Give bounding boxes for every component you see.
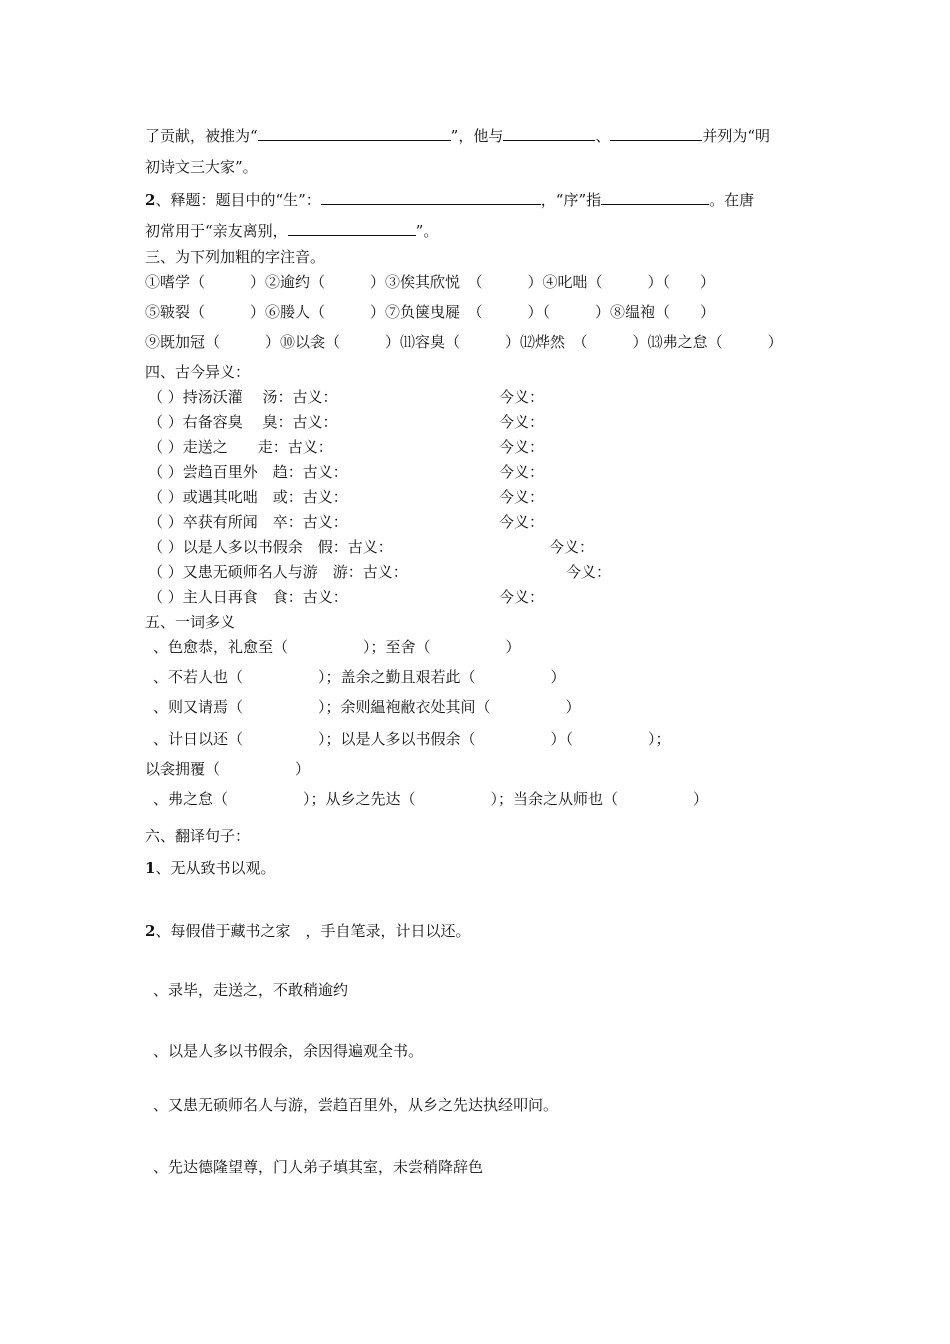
intro-text: 并列为“明 (702, 127, 771, 145)
section-5-heading: 五、一词多义 (145, 613, 236, 631)
section-4-heading: 四、古今异义： (145, 363, 251, 381)
gujin-item-left: （ ）右备容臭 臭：古义： (148, 413, 338, 431)
pinyin-item: ①嗜学（ ） (145, 273, 266, 291)
translate-sentence: 、每假借于藏书之家 ，手自笔录，计日以还。 (155, 922, 471, 940)
translate-item: 、以是人多以书假余，余因得遍观全书。 (153, 1042, 424, 1060)
translate-sentence: 、无从致书以观。 (155, 859, 276, 877)
item-text: 。在唐 (709, 191, 755, 209)
intro-line-2: 初诗文三大家”。 (145, 158, 258, 176)
answer-blank[interactable] (610, 126, 702, 141)
item-2-title-line (145, 190, 754, 210)
item-number: 2 (145, 922, 156, 940)
polysemy-line: 、色愈恭，礼愈至（ ）；至舍（ ） (153, 638, 521, 656)
item-text: 初常用于“亲友离别， (145, 222, 288, 240)
answer-blank[interactable] (503, 126, 595, 141)
answer-blank[interactable] (601, 190, 709, 205)
pinyin-item: ⒀弗之怠（ ） (647, 333, 783, 351)
gujin-item-right: 今义： (566, 563, 612, 581)
section-3-heading: 三、为下列加粗的字注音。 (145, 248, 326, 266)
item-text: ”。 (415, 222, 439, 240)
gujin-item-left: （ ）主人日再食 食：古义： (148, 588, 348, 606)
answer-blank[interactable] (321, 190, 541, 205)
gujin-item-left: （ ）以是人多以书假余 假：古义： (148, 538, 393, 556)
polysemy-line: 、弗之怠（ ）；从乡之先达（ ）；当余之从师也（ ） (153, 790, 709, 808)
pinyin-item: ⑦负箧曳屣 （ ）（ ） (385, 303, 611, 321)
pinyin-item: ④叱咄（ ）（ ） (542, 273, 716, 291)
pinyin-row-3 (145, 332, 783, 352)
gujin-item-right: 今义： (499, 513, 545, 531)
gujin-item-left: （ ）或遇其叱咄 或：古义： (148, 488, 348, 506)
gujin-item-right: 今义： (499, 588, 545, 606)
gujin-item-right: 今义： (499, 488, 545, 506)
gujin-item-left: （ ）持汤沃灌 汤：古义： (148, 388, 338, 406)
gujin-item-right: 今义： (499, 438, 545, 456)
pinyin-item: ②逾约（ ） (265, 273, 386, 291)
translate-item (145, 858, 275, 878)
pinyin-item: ⑧缊袍（ ） (610, 303, 716, 321)
translate-item (145, 921, 470, 941)
item-2-line-2 (145, 221, 438, 241)
answer-blank[interactable] (258, 126, 451, 141)
pinyin-item: ⑿烨然 （ ） (520, 333, 648, 351)
polysemy-line: 、计日以还（ ）；以是人多以书假余（ ）（ ）； (153, 730, 671, 748)
polysemy-line: 、则又请焉（ ）；余则緼袍敝衣处其间（ ） (153, 698, 581, 716)
pinyin-item: ⑥媵人（ ） (265, 303, 386, 321)
section-6-heading: 六、翻译句子： (145, 827, 251, 845)
gujin-item-right: 今义： (549, 538, 595, 556)
intro-text: 、 (595, 127, 611, 145)
gujin-item-right: 今义： (499, 413, 545, 431)
polysemy-line: 以衾拥覆（ ） (145, 760, 311, 778)
translate-item: 、录毕，走送之，不敢稍逾约 (153, 981, 349, 999)
intro-text: ”，他与 (450, 127, 504, 145)
gujin-item-left: （ ）又患无硕师名人与游 游：古义： (148, 563, 408, 581)
item-number: 2 (145, 191, 156, 209)
pinyin-row-1 (145, 272, 715, 292)
intro-text: 了贡献，被推为“ (145, 127, 258, 145)
pinyin-item: ⑨既加冠（ ） (145, 333, 281, 351)
item-number: 1 (145, 859, 156, 877)
gujin-item-left: （ ）走送之 走：古义： (148, 438, 333, 456)
pinyin-item: ⑩以衾（ ） (280, 333, 401, 351)
item-text: 、释题：题目中的“生”： (155, 191, 321, 209)
polysemy-line: 、不若人也（ ）；盖余之勤且艰若此（ ） (153, 668, 566, 686)
gujin-item-left: （ ）卒获有所闻 卒：古义： (148, 513, 348, 531)
pinyin-item: ⑤皲裂（ ） (145, 303, 266, 321)
gujin-item-left: （ ）尝趋百里外 趋：古义： (148, 463, 348, 481)
item-text: ，“序”指 (540, 191, 602, 209)
pinyin-row-2 (145, 302, 715, 322)
translate-item: 、又患无硕师名人与游，尝趋百里外，从乡之先达执经叩问。 (153, 1096, 559, 1114)
pinyin-item: ③俟其欣悦 （ ） (385, 273, 543, 291)
gujin-item-right: 今义： (499, 388, 545, 406)
answer-blank[interactable] (288, 221, 416, 236)
intro-line-1 (145, 126, 770, 146)
pinyin-item: ⑾容臭（ ） (400, 333, 521, 351)
gujin-item-right: 今义： (499, 463, 545, 481)
translate-item: 、先达德隆望尊，门人弟子填其室，未尝稍降辞色 (153, 1158, 484, 1176)
